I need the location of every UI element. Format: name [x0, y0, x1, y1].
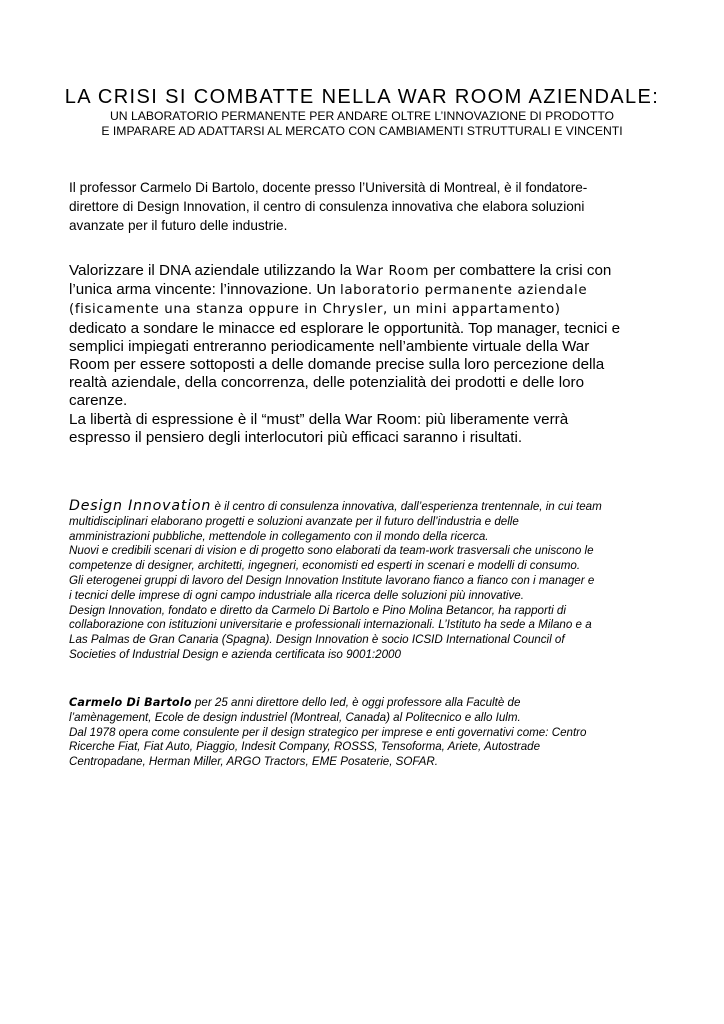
di-text: è il centro di consulenza innovativa, dall’esperienza trentennale, in cui team: [211, 500, 602, 513]
laboratory-emphasis: laboratorio permanente aziendale: [340, 283, 588, 299]
page-title: LA CRISI SI COMBATTE NELLA WAR ROOM AZIENDALE:: [64, 86, 660, 108]
subtitle-line-2: E IMPARARE AD ADATTARSI AL MERCATO CON CAMBIAMENTI STRUTTURALI E VINCENTI: [101, 124, 623, 138]
design-innovation-section: [69, 499, 709, 663]
main-line: La libertà di espressione è il “must” della War Room: più liberamente verrà: [69, 410, 569, 428]
di-line: [69, 499, 709, 515]
war-room-emphasis: War Room: [355, 264, 430, 279]
main-text: l’unica arma vincente: l’innovazione. Un: [69, 281, 340, 299]
di-line: competenze di designer, architetti, ingegneri, economisti ed esperti in scenari e modelli di consumo.: [69, 559, 581, 573]
intro-line: avanzate per il futuro delle industrie.: [69, 218, 288, 233]
di-line: Design Innovation, fondato e diretto da Carmelo Di Bartolo e Pino Molina Betancor, ha rapporti di: [69, 603, 566, 617]
bio-line: Centropadane, Herman Miller, ARGO Tractors, EME Posaterie, SOFAR.: [69, 755, 438, 769]
main-line: realtà aziendale, della concorrenza, delle potenzialità dei prodotti e delle loro: [69, 374, 585, 392]
di-line: multidisciplinari elaborano progetti e soluzioni avanzate per il futuro dell’industria e delle: [69, 514, 519, 528]
bio-line: Ricerche Fiat, Fiat Auto, Piaggio, Indesit Company, ROSSS, Tensoforma, Ariete, Autostrade: [69, 740, 541, 754]
main-line: carenze.: [69, 392, 128, 410]
main-line: espresso il pensiero degli interlocutori più efficaci saranno i risultati.: [69, 428, 523, 446]
main-line: Room per essere sottoposti a delle domande precise sulla loro percezione della: [69, 356, 605, 374]
di-line: amministrazioni pubbliche, mettendole in collegamento con il mondo della ricerca.: [69, 529, 489, 543]
main-line: dedicato a sondare le minacce ed esplorare le opportunità. Top manager, tecnici e: [69, 319, 621, 337]
main-line: [69, 262, 699, 281]
main-line: [69, 281, 699, 300]
main-line: [69, 300, 699, 319]
main-text: Valorizzare il DNA aziendale utilizzando la: [69, 262, 356, 279]
bio-line: Dal 1978 opera come consulente per il design strategico per imprese e enti governativi come: Centro: [69, 725, 587, 739]
main-line: semplici impiegati entreranno periodicamente nell’ambiente virtuale della War: [69, 337, 590, 355]
main-paragraph: [69, 262, 699, 447]
intro-line: Il professor Carmelo Di Bartolo, docente presso l’Università di Montreal, è il fondatore-: [69, 180, 588, 195]
main-text: per combattere la crisi con: [429, 262, 612, 279]
di-line: Societies of Industrial Design e azienda certificata iso 9001:2000: [69, 647, 401, 661]
intro-paragraph: [69, 178, 689, 235]
design-innovation-name: Design Innovation: [69, 498, 212, 514]
di-line: collaborazione con istituzioni universitarie e professionali internazionali. L’Istituto ha sede a Milano e a: [69, 618, 592, 632]
intro-line: direttore di Design Innovation, il centro di consulenza innovativa che elabora soluzioni: [69, 199, 585, 214]
chrysler-emphasis: (fisicamente una stanza oppure in Chrysler, un mini appartamento): [69, 302, 561, 318]
biography-section: [69, 696, 709, 770]
di-line: Gli eterogenei gruppi di lavoro del Design Innovation Institute lavorano fianco a fianco con i manager e: [69, 573, 595, 587]
di-line: i tecnici delle imprese di ogni campo industriale alla ricerca delle soluzioni più innovative.: [69, 588, 524, 602]
subtitle-line-1: UN LABORATORIO PERMANENTE PER ANDARE OLTRE L’INNOVAZIONE DI PRODOTTO: [109, 109, 615, 123]
bio-line: [69, 696, 709, 711]
di-line: Las Palmas de Gran Canaria (Spagna). Design Innovation è socio ICSID International Council of: [69, 633, 565, 647]
bio-text: per 25 anni direttore dello Ied, è oggi professore alla Facultè de: [191, 696, 521, 709]
di-line: Nuovi e credibili scenari di vision e di progetto sono elaborati da team-work trasversali che uniscono le: [69, 544, 594, 558]
bio-person-name: Carmelo Di Bartolo: [69, 696, 192, 709]
bio-line: l’amènagement, Ecole de design industriel (Montreal, Canada) al Politecnico e allo Iulm.: [69, 710, 521, 724]
